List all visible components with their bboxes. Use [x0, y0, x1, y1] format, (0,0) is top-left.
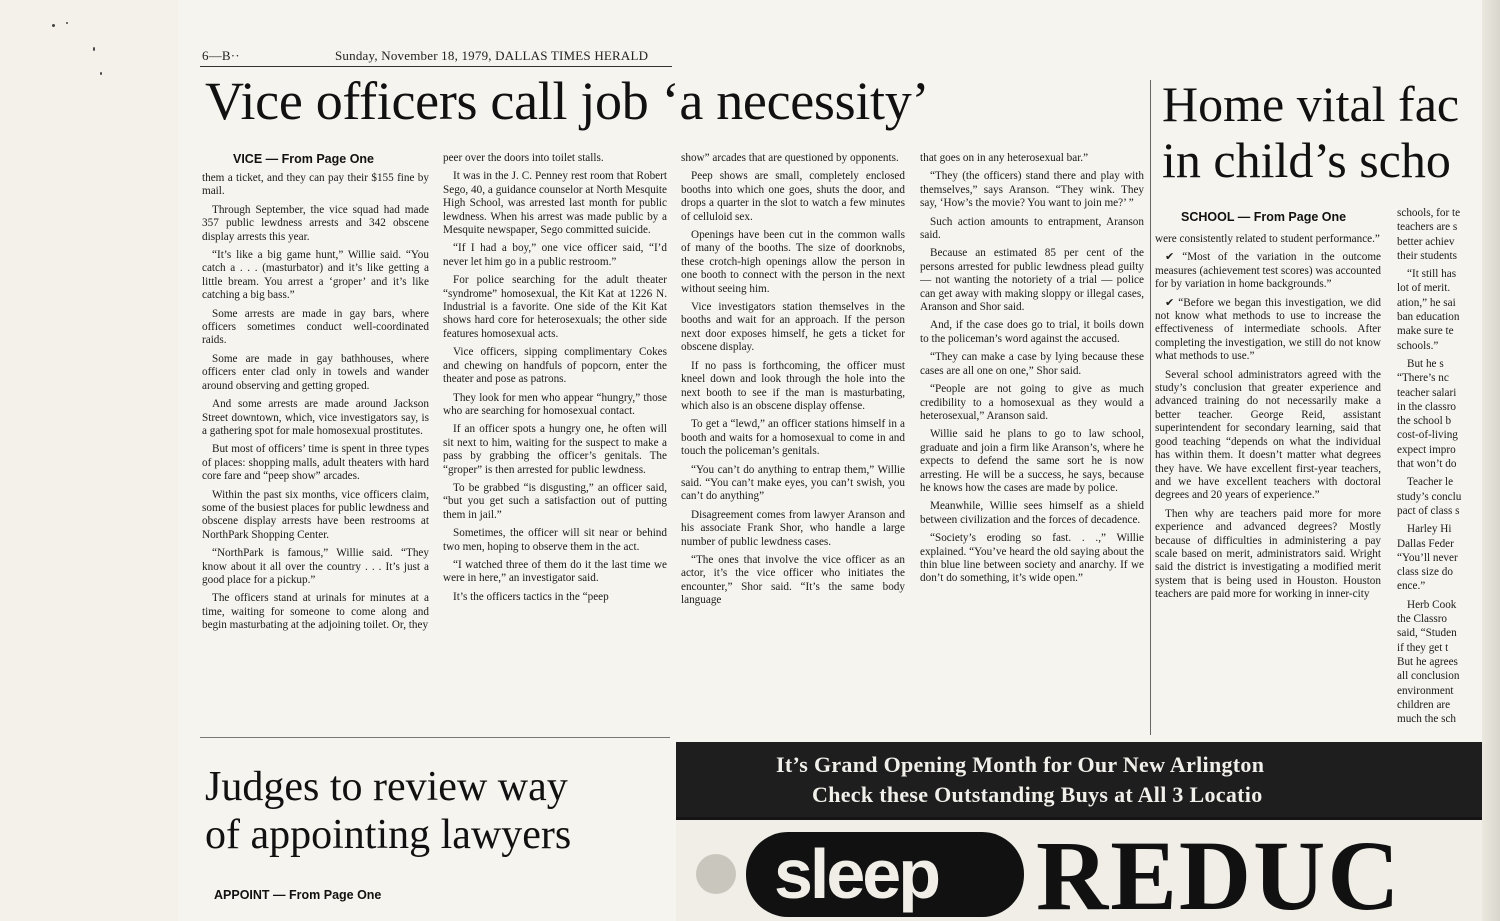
judges-headline-line-1: Judges to review way — [205, 764, 568, 810]
text-line: better achiev — [1397, 235, 1455, 248]
text-line: children are — [1397, 698, 1451, 711]
school-headline — [1162, 76, 1459, 188]
scan-speck — [100, 72, 102, 75]
text-line: environment — [1397, 684, 1454, 697]
text-line: “It still has — [1407, 268, 1457, 281]
paragraph: Because an estimated 85 per cent of the persons arrested for public lewdness plead guilty — not wanting the notoriety of a trial — police can get away with making sloppy or illegal cases, Aranson and Shor said. — [920, 247, 1144, 314]
sleep-logo — [746, 832, 1024, 917]
paragraph: ✔ “Most of the variation in the outcome measures (achievement test scores) was accounted for by variation in home backgrounds.” — [1155, 251, 1381, 291]
paragraph: Disagreement comes from lawyer Aranson and his associate Frank Shor, who handle a large number of public lewdness cases. — [681, 508, 905, 548]
paragraph: Such action amounts to entrapment, Aranson said. — [920, 215, 1144, 242]
paragraph: Sometimes, the officer will sit near or behind two men, hoping to observe them in the act. — [443, 527, 667, 553]
paragraph: that goes on in any heterosexual bar.” — [920, 152, 1089, 164]
paragraph: But most of officers’ time is spent in three types of places: shopping malls, adult theaters with hard core fare and “peep show” arcades. — [202, 443, 429, 483]
paragraph: “If I had a boy,” one vice officer said, “I’d never let him go in a public restroom.” — [443, 242, 667, 268]
school-column-2 — [1397, 206, 1481, 734]
paragraph: peer over the doors into toilet stalls. — [443, 152, 604, 164]
paragraph: Openings have been cut in the common walls of many of the booths. The size of doorknobs, these crotch-high openings allow the person in one booth to connect with the person in the next without seeing him. — [681, 229, 905, 295]
vice-column-4 — [920, 152, 1144, 732]
story-divider — [1150, 80, 1151, 735]
paragraph: If an officer spots a hungry one, he often will sit next to him, waiting for the suspect to make a pass by grabbing the officer’s genitals. The “groper” is then arrested for public lewdness. — [443, 423, 667, 476]
text-line: ence.” — [1397, 580, 1426, 593]
paragraph: Meanwhile, Willie sees himself as a shield between civilization and the forces of decadence. — [920, 500, 1144, 526]
paragraph: “I watched three of them do it the last time we were in here,” an investigator said. — [443, 558, 667, 585]
text-line: teachers are s — [1397, 221, 1458, 234]
text-line: all conclusion — [1397, 670, 1460, 683]
ad-big-word: REDUC — [1036, 820, 1402, 921]
text-line: class size do — [1397, 566, 1453, 579]
text-line: the school b — [1397, 415, 1452, 428]
dateline: Sunday, November 18, 1979, DALLAS TIMES HERALD — [335, 48, 649, 63]
text-line: lot of merit. — [1397, 282, 1451, 295]
text-line: expect impro — [1397, 443, 1456, 456]
vice-headline: Vice officers call job ‘a necessity’ — [205, 71, 930, 131]
text-line: if they get t — [1397, 641, 1449, 654]
text-line: much the sch — [1397, 713, 1457, 726]
text-line: in the classro — [1397, 400, 1457, 413]
scan-margin — [0, 0, 178, 921]
judges-headline — [205, 763, 571, 859]
paragraph: “NorthPark is famous,” Willie said. “They know about it all over the country . . . It’s just a good place for a pickup.” — [202, 547, 429, 586]
paragraph: them a ticket, and they can pay their $155 fine by mail. — [202, 172, 429, 198]
paragraph: ✔ “Before we began this investigation, we did not know what methods to use to increase the effectiveness of intermediate schools. After completing the investigation, we still do not know what methods to use.” — [1155, 296, 1381, 363]
paragraph: It’s the officers tactics in the “peep — [453, 590, 609, 603]
text-line: pact of class s — [1397, 504, 1460, 517]
paragraph: “They can make a case by lying because these cases are all one on one,” Shor said. — [920, 351, 1144, 377]
folio-rule — [200, 66, 672, 67]
paragraph: were consistently related to student performance.” — [1155, 233, 1380, 245]
paragraph: Willie said he plans to go to law school, graduate and join a firm like Aranson’s, where he expects to defend the same sort he is now arresting. He will be a success, he says, because he knows how the cases are made by police. — [920, 428, 1144, 494]
page-label: 6—B·· — [202, 48, 240, 63]
ad-mascot-icon — [696, 854, 736, 894]
text-line: that won’t do — [1397, 458, 1457, 471]
paragraph: The officers stand at urinals for minutes at a time, waiting for someone to come along and begin masturbating at the adjoining toilet. Or, they — [202, 592, 429, 632]
paragraph: Within the past six months, vice officers claim, some of the busiest places for public lewdness and obscene display arrests have been restrooms at NorthPark Shopping Center. — [202, 488, 429, 541]
vice-column-3 — [681, 152, 905, 732]
text-line: schools.” — [1397, 339, 1439, 352]
text-line: Harley Hi — [1407, 523, 1452, 536]
paragraph: “It’s like a big game hunt,” Willie said. “You catch a . . . (masturbator) and it’s like getting a little bream. You arrest a ‘groper’ and it’s like catching a big bass.” — [202, 249, 429, 302]
judges-headline-line-2: of appointing lawyers — [205, 812, 572, 858]
paragraph: Through September, the vice squad had made 357 public lewdness arrests and 342 obscene display arrests this year. — [202, 203, 429, 243]
section-rule — [200, 737, 670, 738]
paragraph: “They (the officers) stand there and play with themselves,” says Aranson. “They wink. They say, ‘How’s the movie? You want to join me?’ ” — [920, 170, 1144, 210]
text-line: cost-of-living — [1397, 429, 1458, 442]
text-line: “You’ll never — [1397, 551, 1458, 564]
paragraph: Some are made in gay bathhouses, where officers enter clad only in towels and wander around observing and getting groped. — [202, 352, 429, 392]
text-line: But he agrees — [1397, 655, 1458, 668]
text-line: Teacher le — [1407, 476, 1454, 489]
paragraph: “Society’s eroding so fast. . .,” Willie explained. “You’ve heard the old saying about the thin blue line between society and anarchy. If we don’t do something, it’s wide open.” — [920, 532, 1144, 585]
paragraph: They look for men who appear “hungry,” those who are searching for homosexual contact. — [443, 391, 667, 417]
paragraph: Peep shows are small, completely enclosed booths into which one goes, shuts the door, and drops a quarter in the slot to watch a few minutes of celluloid sex. — [681, 170, 905, 223]
judges-jump-head: APPOINT — From Page One — [214, 888, 382, 902]
paragraph: Several school administrators agreed with the study’s conclusion that greater experience and advanced training do not necessarily make a better teacher. George Reid, assistant superintendent for secondary learning, said that good teaching “depends on what the individual has within them. It doesn’t matter what degrees they have. We have excellent first-year teachers, and we have excellent teachers with doctoral degrees and 20 years of experience.” — [1155, 368, 1381, 502]
paragraph: “People are not going to give as much credibility to a homosexual as they would a heterosexual,” Aranson said. — [920, 383, 1144, 422]
school-headline-line-2: in child’s scho — [1162, 132, 1451, 188]
scan-edge — [1482, 0, 1500, 921]
text-line: the Classro — [1397, 613, 1448, 626]
text-line: ban education — [1397, 311, 1460, 324]
paragraph: It was in the J. C. Penney rest room that Robert Sego, 40, a guidance counselor at North Mesquite High School, was arrested last month for public lewdness. When his arrest was made public by a Mesquite newspaper, Sego committed suicide. — [443, 170, 667, 237]
text-line: Herb Cook — [1407, 598, 1457, 611]
paragraph: To be grabbed “is disgusting,” an officer said, “but you get such a satisfaction out of putting them in jail.” — [443, 481, 667, 521]
text-line: their students — [1397, 249, 1457, 262]
scan-speck — [93, 47, 95, 51]
scan-speck — [52, 24, 55, 27]
vice-column-2 — [443, 152, 667, 732]
paragraph: If no pass is forthcoming, the officer must kneel down and look through the hole into the next booth to see if the man is masturbating, which also is an obscene display offense. — [681, 359, 905, 412]
sleep-logo-text: sleep — [774, 835, 938, 913]
school-headline-line-1: Home vital fac — [1162, 76, 1460, 132]
paragraph: show” arcades that are questioned by opponents. — [681, 152, 899, 164]
text-line: But he s — [1407, 357, 1444, 370]
paragraph: And some arrests are made around Jackson Street downtown, which, vice investigators say, is a gathering spot for male homosexual prostitutes. — [202, 398, 429, 437]
advertisement — [676, 742, 1482, 921]
paragraph: Vice investigators station themselves in the booths and wait for an approach. If the person next door exposes himself, he gets a ticket for obscene display. — [681, 301, 905, 354]
ad-headline-line-2: Check these Outstanding Buys at All 3 Locatio — [812, 782, 1263, 807]
text-line: ation,” he sai — [1397, 296, 1456, 309]
paragraph: “You can’t do anything to entrap them,” Willie said. “You can’t make eyes, you can’t swish, you can’t do anything” — [681, 463, 905, 503]
vice-column-1 — [202, 172, 429, 732]
school-jump-head: SCHOOL — From Page One — [1181, 210, 1347, 224]
text-line: make sure te — [1397, 325, 1454, 338]
text-line: study’s conclu — [1397, 490, 1462, 503]
paragraph: And, if the case does go to trial, it boils down to the policeman’s word against the accused. — [920, 319, 1144, 345]
text-line: teacher salari — [1397, 386, 1457, 399]
vice-jump-head: VICE — From Page One — [233, 152, 375, 166]
text-line: “There’s nc — [1397, 372, 1449, 385]
text-line: Dallas Feder — [1397, 537, 1454, 550]
paragraph: To get a “lewd,” an officer stations himself in a booth and waits for a homosexual to come in and touch the policeman’s genitals. — [681, 418, 905, 458]
school-column-1 — [1155, 233, 1381, 735]
paragraph: For police searching for the adult theater “syndrome” homosexual, the Kit Kat at 1226 N. Industrial is a favorite. One side of the Kit Kat shows hard core for heterosexuals; the other side features homosexual acts. — [443, 274, 667, 340]
paragraph: “The ones that involve the vice officer as an actor, it’s the vice officer who initiates the encounter,” Shor said. “It’s the same body language — [681, 553, 905, 607]
paragraph: Some arrests are made in gay bars, where officers sometimes conduct well-coordinated raids. — [202, 307, 429, 347]
text-line: schools, for te — [1397, 207, 1461, 219]
paragraph: Then why are teachers paid more for more experience and advanced degrees? Mostly because of difficulties in administering a pay scale based on merit, administrators said. Wright said the district is investigating a modified merit system that is being used in Houston. Houston teachers are paid more for working in inner-city — [1155, 507, 1381, 601]
scan-speck — [66, 22, 68, 24]
ad-headline-line-1: It’s Grand Opening Month for Our New Arlington — [776, 752, 1265, 777]
text-line: said, “Studen — [1397, 627, 1457, 640]
paragraph: Vice officers, sipping complimentary Cokes and chewing on handfuls of popcorn, enter the theater and pose as patrons. — [443, 346, 667, 386]
